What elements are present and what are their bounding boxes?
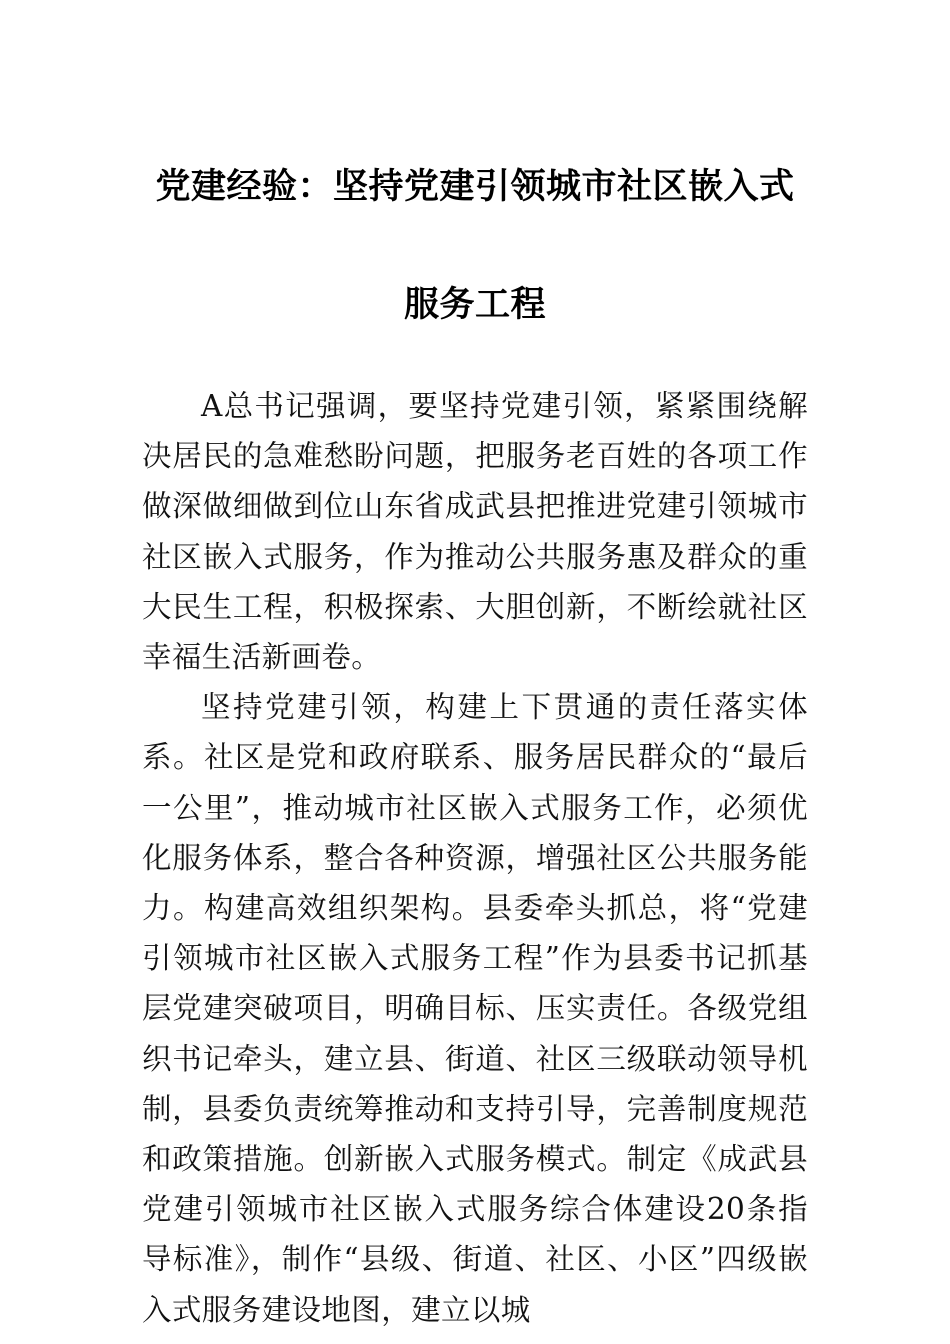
document-body — [142, 381, 808, 1335]
page-title: 党建经验：坚持党建引领城市社区嵌入式服务工程 — [155, 167, 795, 325]
body-paragraph: 坚持党建引领，构建上下贯通的责任落实体系。社区是党和政府联系、服务居民群众的“最后一公里”，推动城市社区嵌入式服务工作，必须优化服务体系，整合各种资源，增强社区公共服务能力。构建高效组织架构。县委牵头抓总，将“党建引领城市社区嵌入式服务工程”作为县委书记抓基层党建突破项目，明确目标、压实责任。各级党组织书记牵头，建立县、街道、社区三级联动领导机制，县委负责统筹推动和支持引导，完善制度规范和政策措施。创新嵌入式服务模式。制定《成武县党建引领城市社区嵌入式服务综合体建设20条指导标准》，制作“县级、街道、社区、小区”四级嵌入式服务建设地图，建立以城 — [142, 690, 808, 1327]
body-paragraph: A总书记强调，要坚持党建引领，紧紧围绕解决居民的急难愁盼问题，把服务老百姓的各项工作做深做细做到位山东省成武县把推进党建引领城市社区嵌入式服务，作为推动公共服务惠及群众的重大民生工程，积极探索、大胆创新，不断绘就社区幸福生活新画卷。 — [142, 389, 808, 675]
page-content-column — [142, 0, 808, 1344]
